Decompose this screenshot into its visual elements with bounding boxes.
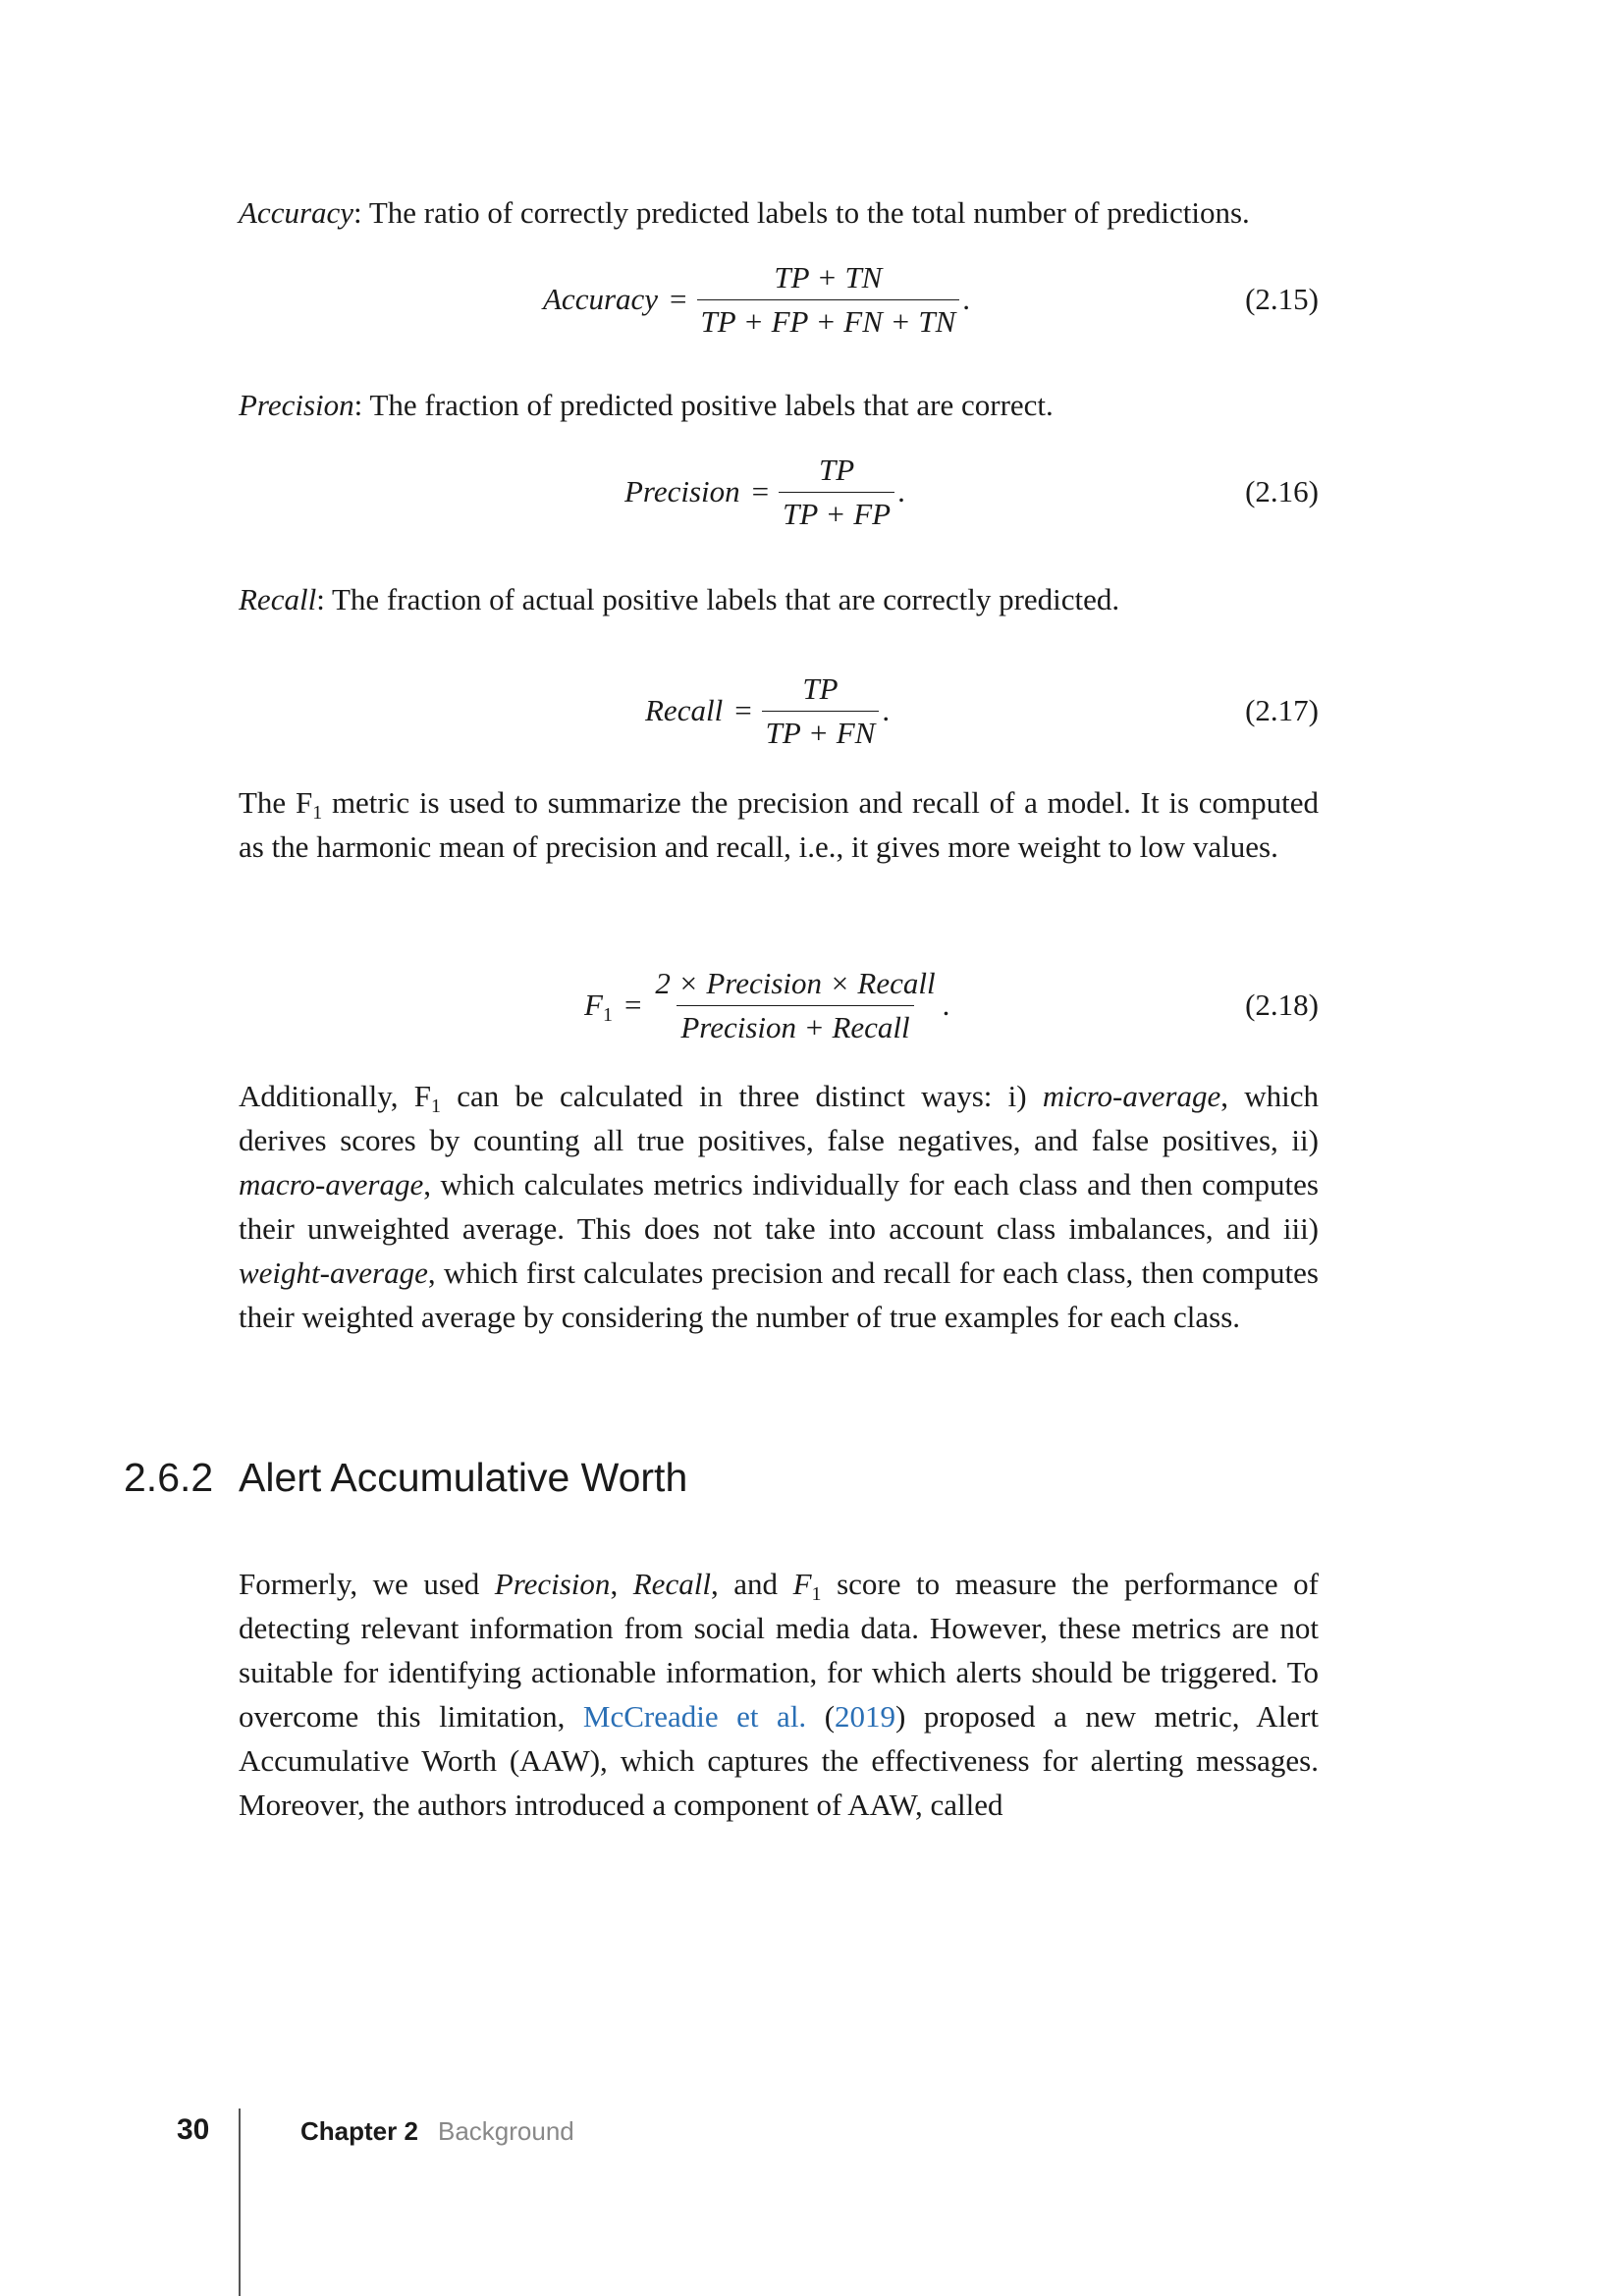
equation-f1: $F_1$ = $\frac{\text{2 × Precision × Recall}}{\text{Precision + Recall}}$ . (2.18) [239,961,1319,1049]
equation-numerator: TP [819,452,855,487]
footer-chapter: Chapter 2 [300,2116,418,2146]
equation-numerator: TP [802,670,839,706]
accuracy-term: Accuracy [239,195,354,230]
footer-title: Background [438,2116,574,2146]
equation-precision: Precision = $\frac{TP}{TP + FP}$ . (2.16) [239,448,1319,536]
recall-text: : The fraction of actual positive labels that are correctly predicted. [316,582,1120,616]
precision-definition [239,383,1319,427]
footer-rule [239,2109,241,2296]
equation-number: (2.16) [1245,474,1319,508]
precision-term: Precision [239,388,354,422]
equation-number: (2.18) [1245,988,1319,1022]
equation-denominator: TP + FP [779,492,894,532]
page-number: 30 [177,2113,210,2146]
precision-text: : The fraction of predicted positive labels that are correct. [353,388,1054,422]
equation-number: (2.17) [1245,693,1319,727]
averaging-paragraph: Additionally, $F_1$ can be calculated in three distinct ways: i) micro-average, which derives scores by counting all true positives, false negatives, and false positives, ii) macro-average, which calculates metrics individually for each class and then computes their unweighted average. This does not take into account class imbalances, and iii) weight-average, which first calculates precision and recall for each class, then computes their weighted average by considering the number of true examples for each class. [239,1079,1319,1334]
equation-numerator: 2 × Precision × Recall [655,965,936,1000]
section-title: Alert Accumulative Worth [239,1455,688,1500]
recall-definition [239,577,1319,621]
section-number: 2.6.2 [124,1455,214,1500]
f1-paragraph: The $F_1$ metric is used to summarize the precision and recall of a model. It is computed as the harmonic mean of precision and recall, i.e., it gives more weight to low values. [239,785,1319,864]
aaw-paragraph: Formerly, we used Precision, Recall, and $F_1$ score to measure the performance of detecting relevant information from social media data. However, these metrics are not suitable for identifying actionable information, for which alerts should be triggered. To overcome this limitation, McCreadie et al. (2019) proposed a new metric, Alert Accumulative Worth (AAW), which captures the effectiveness for alerting messages. Moreover, the authors introduced a component of AAW, called [239,1567,1319,1822]
equation-lhs: Recall [645,693,724,727]
accuracy-text: : The ratio of correctly predicted labels to the total number of predictions. [353,195,1250,230]
equation-denominator: Precision + Recall [677,1005,913,1045]
citation-link[interactable]: McCreadie et al. [582,1699,807,1734]
equation-number: (2.15) [1245,282,1319,316]
equation-numerator: TP + TN [774,259,883,294]
accuracy-definition [239,190,1319,235]
equation-lhs: Accuracy [543,282,659,316]
equation-denominator: TP + FP + FN + TN [697,299,960,340]
citation-year-link[interactable]: 2019 [835,1699,896,1734]
section-heading [124,1455,687,1501]
equation-recall: Recall = $\frac{TP}{TP + FN}$ . (2.17) [239,667,1319,755]
equation-accuracy: Accuracy = $\frac{TP + TN}{TP + FP + FN + TN}$ . (2.15) [239,255,1319,344]
equation-lhs: $F_1$ [584,988,613,1026]
equation-lhs: Precision [624,474,740,508]
recall-term: Recall [239,582,317,616]
equation-denominator: TP + FN [762,711,880,751]
